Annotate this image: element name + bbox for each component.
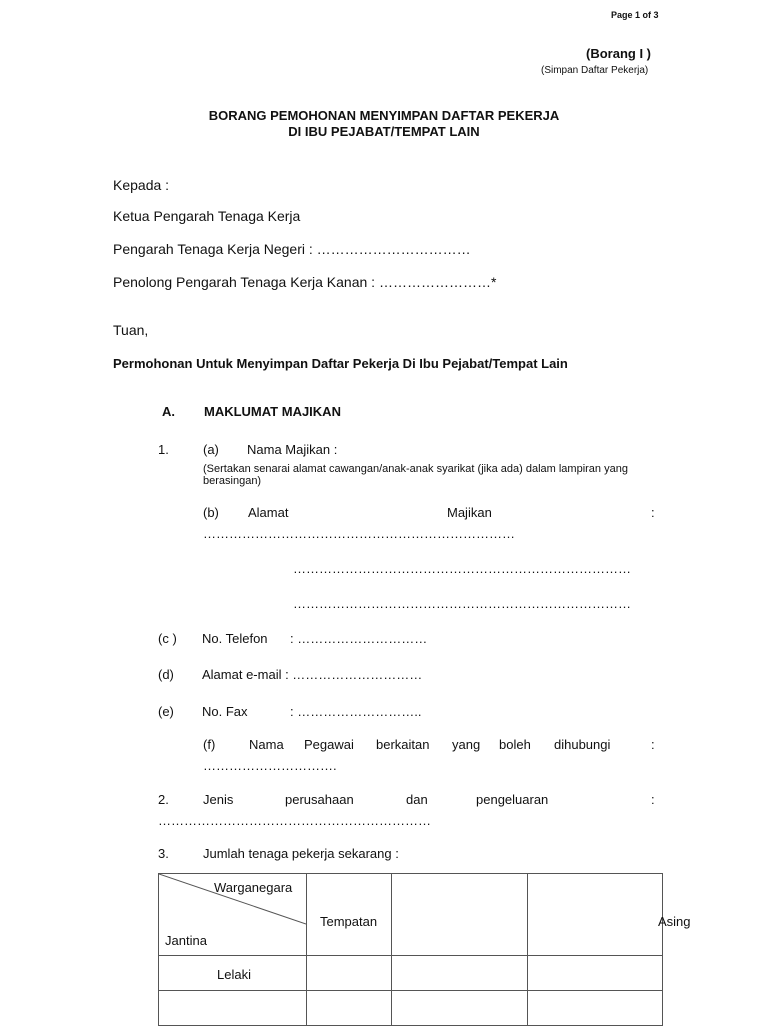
- cell: [159, 991, 307, 1026]
- alamat-dots-1: ………………………………………………………………: [203, 526, 515, 541]
- majikan-word: Majikan: [447, 505, 492, 520]
- telefon-label: No. Telefon: [202, 631, 268, 646]
- alamat-dots-2: ……………………………………………………………………: [293, 561, 631, 576]
- alamat-dots-3: ……………………………………………………………………: [293, 596, 631, 611]
- form-title-line1: BORANG PEMOHONAN MENYIMPAN DAFTAR PEKERJA: [208, 108, 560, 123]
- cell: [307, 956, 392, 991]
- salutation: Tuan,: [113, 322, 149, 338]
- item-f-label: (f): [203, 737, 216, 752]
- kepada-label: Kepada :: [113, 177, 170, 193]
- item2-dots: ………………………………………………………: [158, 813, 431, 828]
- item2-number: 2.: [158, 792, 169, 807]
- cell: [392, 956, 528, 991]
- cell: [307, 991, 392, 1026]
- fax-label: No. Fax: [202, 704, 248, 719]
- warganegara-label: Warganegara: [214, 880, 293, 895]
- nama-majikan-label: Nama Majikan :: [247, 442, 338, 457]
- item1a-label: (a): [203, 442, 219, 457]
- f-word-1: Nama: [249, 737, 284, 752]
- fax-value: : ………………………..: [290, 704, 422, 719]
- item2-colon: :: [651, 792, 655, 807]
- jumlah-tenaga-label: Jumlah tenaga pekerja sekarang :: [203, 846, 399, 861]
- subject-line: Permohonan Untuk Menyimpan Daftar Pekerja Di Ibu Pejabat/Tempat Lain: [113, 356, 568, 371]
- form-code: (Borang I ): [586, 46, 651, 61]
- form-title-line2: DI IBU PEJABAT/TEMPAT LAIN: [288, 124, 480, 139]
- penolong-pengarah: Penolong Pengarah Tenaga Kerja Kanan : ……………………*: [113, 274, 497, 290]
- f-colon: :: [651, 737, 655, 752]
- cell: [528, 956, 663, 991]
- empty-header-cell: [392, 874, 528, 956]
- item2-word-4: pengeluaran: [476, 792, 549, 807]
- item2-word-3: dan: [406, 792, 428, 807]
- section-a-heading: MAKLUMAT MAJIKAN: [204, 404, 341, 419]
- section-a-letter: A.: [162, 404, 175, 419]
- item-d-label: (d): [158, 667, 174, 682]
- f-word-3: berkaitan: [376, 737, 430, 752]
- asing-label: Asing: [658, 914, 691, 929]
- nama-majikan-note: (Sertakan senarai alamat cawangan/anak-anak syarikat (jika ada) dalam lampiran yang: [203, 463, 628, 475]
- alamat-word: Alamat: [248, 505, 289, 520]
- page-number: Page 1 of 3: [611, 10, 659, 20]
- f-dots: ………………………….: [203, 758, 337, 773]
- f-word-2: Pegawai: [304, 737, 354, 752]
- cell: [392, 991, 528, 1026]
- f-word-6: dihubungi: [554, 737, 611, 752]
- ketua-pengarah: Ketua Pengarah Tenaga Kerja: [113, 208, 301, 224]
- cell: [528, 991, 663, 1026]
- tempatan-label: Tempatan: [320, 914, 378, 929]
- f-word-5: boleh: [499, 737, 531, 752]
- item2-word-1: Jenis: [203, 792, 234, 807]
- item2-word-2: perusahaan: [285, 792, 354, 807]
- lelaki-label: Lelaki: [217, 967, 251, 982]
- asing-header-cell: [528, 874, 663, 956]
- jantina-label: Jantina: [165, 933, 207, 948]
- alamat-colon: :: [651, 505, 655, 520]
- email-label: Alamat e-mail : …………………………: [202, 667, 423, 682]
- item-e-label: (e): [158, 704, 174, 719]
- f-word-4: yang: [452, 737, 481, 752]
- item1-number: 1.: [158, 442, 169, 457]
- item1b-label: (b): [203, 505, 219, 520]
- pengarah-negeri: Pengarah Tenaga Kerja Negeri : ……………………………: [113, 241, 471, 257]
- workforce-table: [158, 873, 663, 1026]
- nama-majikan-note-2: berasingan): [203, 475, 262, 487]
- form-subtitle: (Simpan Daftar Pekerja): [541, 65, 649, 76]
- telefon-value: : …………………………: [290, 631, 428, 646]
- item-c-label: (c ): [158, 631, 177, 646]
- item3-number: 3.: [158, 846, 169, 861]
